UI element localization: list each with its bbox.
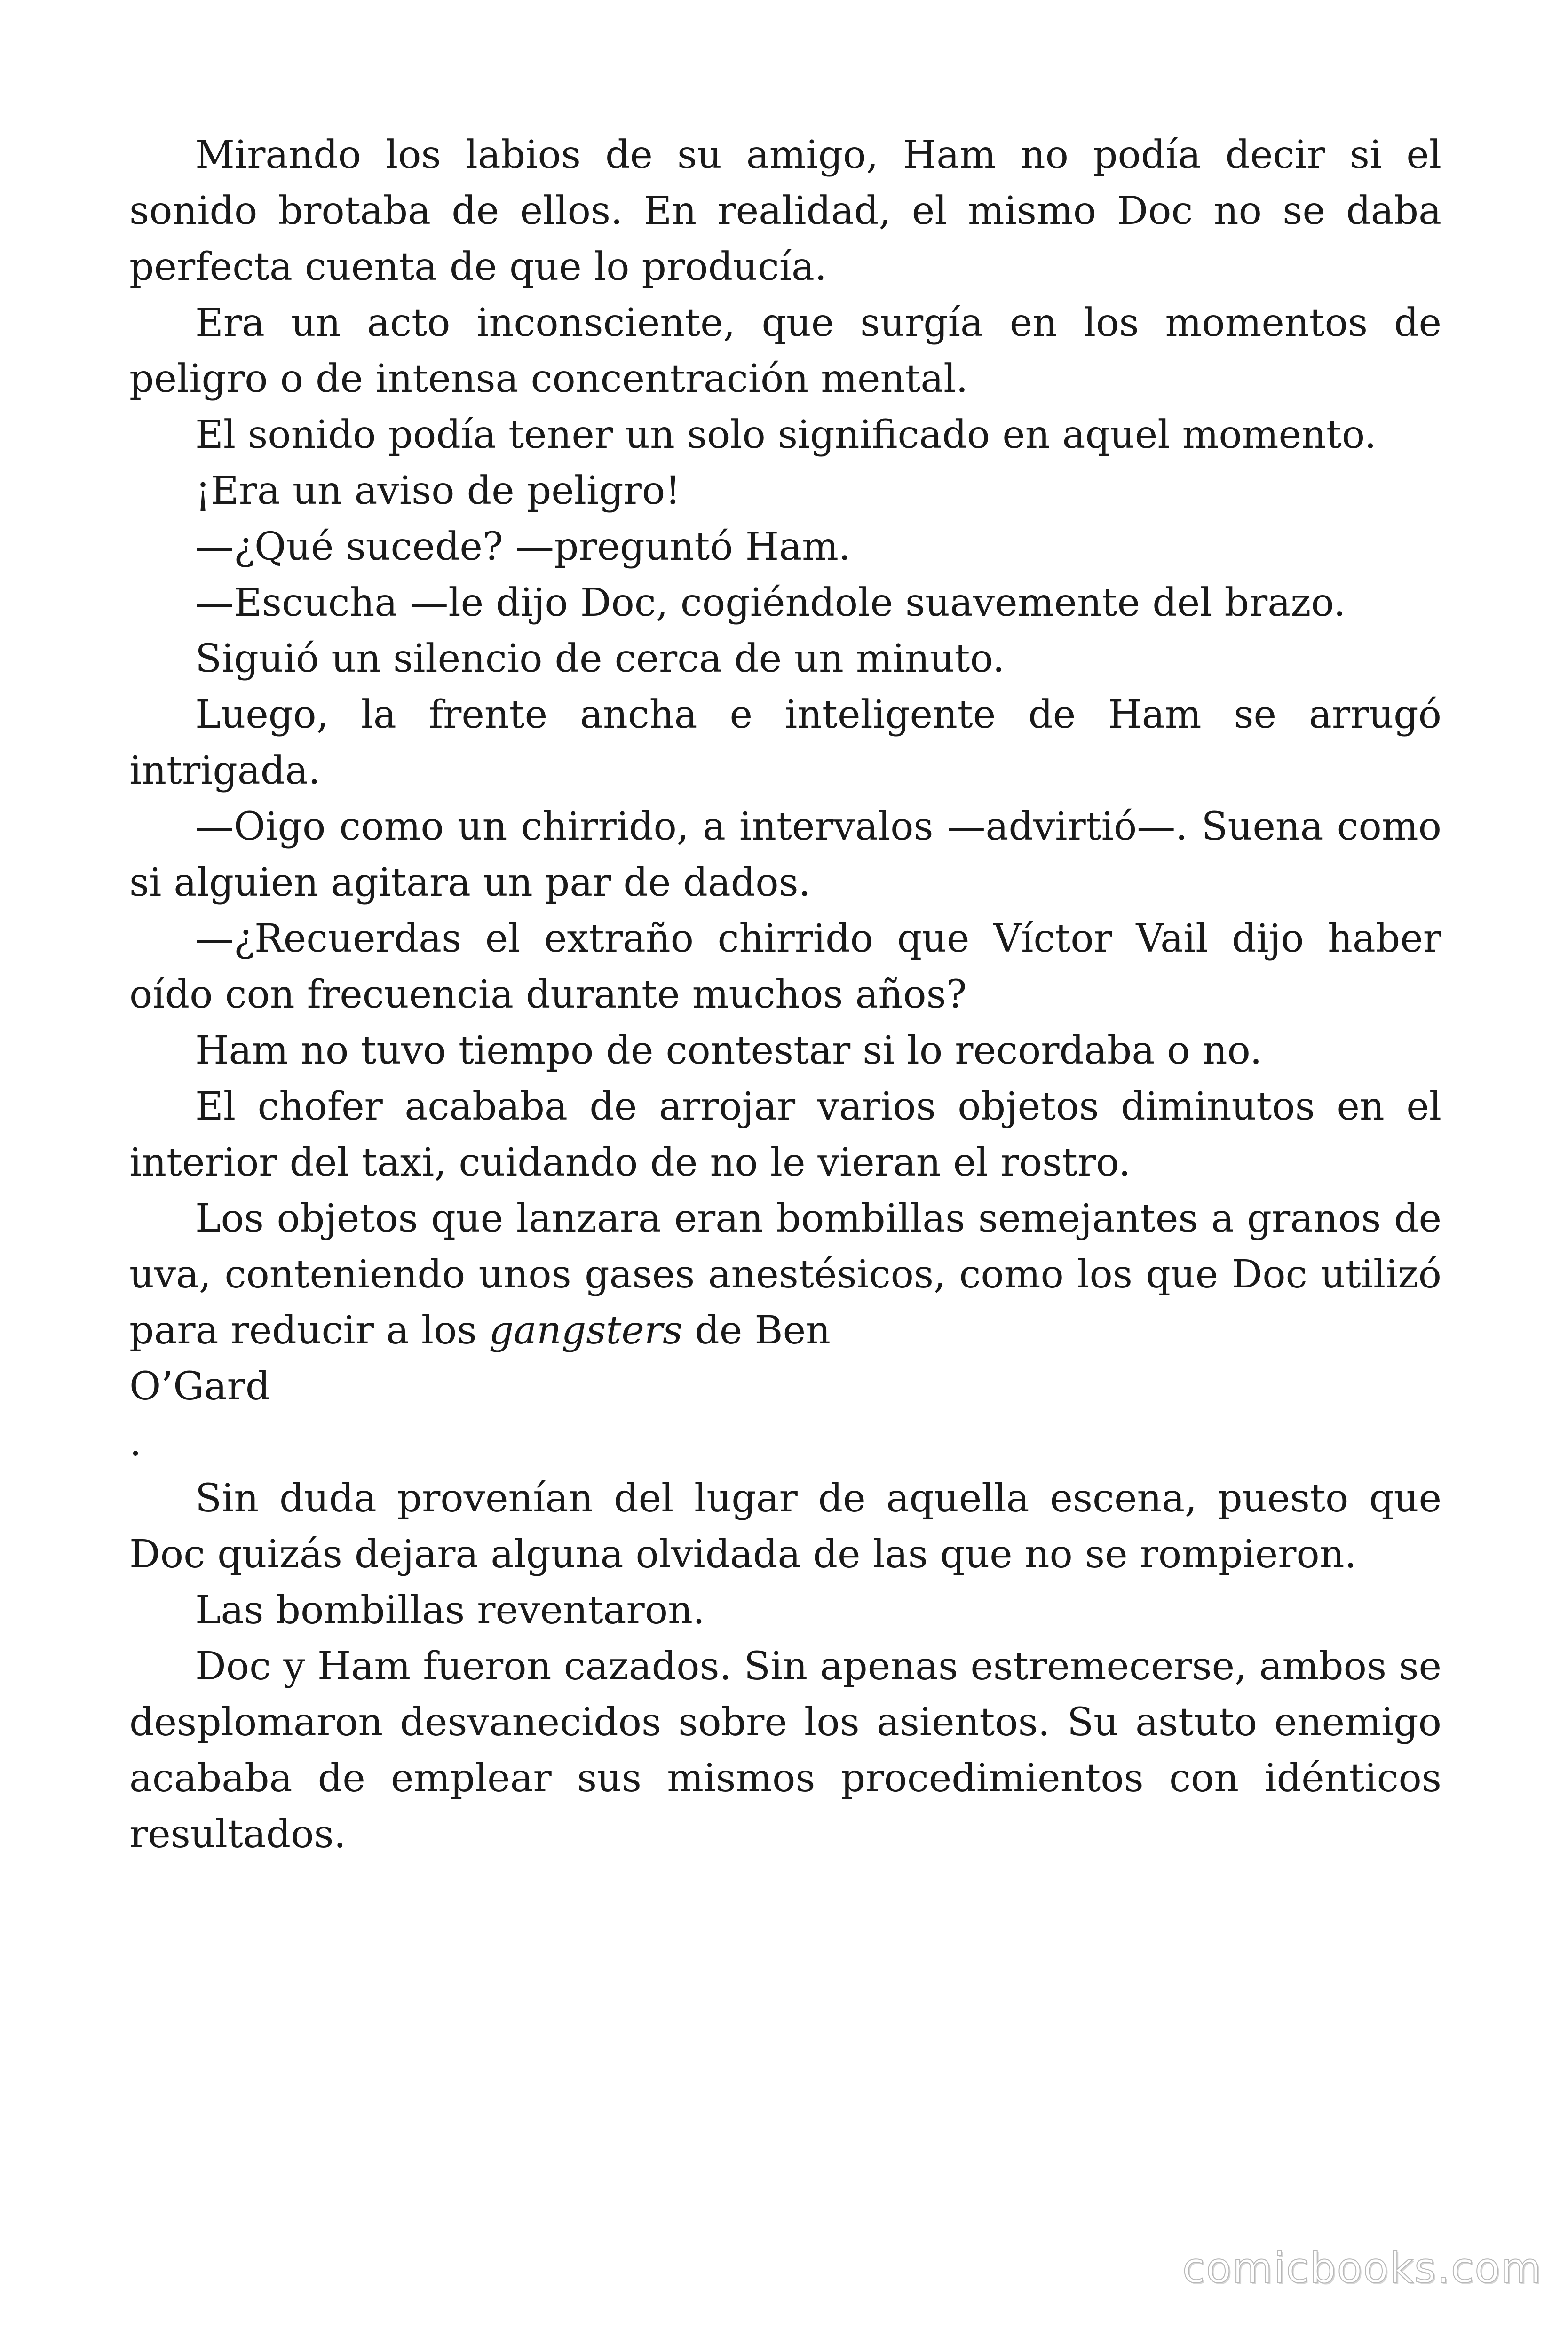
paragraph: Sin duda provenían del lugar de aquella escena, puesto que Doc quizás dejara alguna olvidada de las que no se rompieron. bbox=[129, 1476, 1441, 1577]
paragraph: El sonido podía tener un solo significado en aquel momento. bbox=[195, 413, 1377, 457]
paragraph-text: Los objetos que lanzara eran bombillas semejantes a granos de uva, conteniendo unos gases anestésicos, como los que Doc utilizó para reducir a los bbox=[129, 1196, 1441, 1353]
line-ogard: O’Gard bbox=[129, 1364, 270, 1409]
paragraph: Las bombillas reventaron. bbox=[195, 1588, 705, 1633]
paragraph: Doc y Ham fueron cazados. Sin apenas estremecerse, ambos se desplomaron desvanecidos sobre los asientos. Su astuto enemigo acababa de emplear sus mismos procedimientos con idénticos resultados. bbox=[129, 1644, 1441, 1857]
italic-word: gangsters bbox=[489, 1308, 683, 1353]
book-page-text bbox=[129, 127, 1441, 1862]
paragraph: Era un acto inconsciente, que surgía en los momentos de peligro o de intensa concentración mental. bbox=[129, 301, 1441, 401]
paragraph-text: de Ben bbox=[682, 1308, 831, 1353]
line-period: . bbox=[129, 1420, 142, 1465]
paragraph: —¿Recuerdas el extraño chirrido que Víctor Vail dijo haber oído con frecuencia durante muchos años? bbox=[129, 916, 1441, 1017]
paragraph: —¿Qué sucede? —preguntó Ham. bbox=[195, 524, 851, 569]
paragraph-bombillas bbox=[129, 1191, 1441, 1359]
paragraph: —Escucha —le dijo Doc, cogiéndole suavemente del brazo. bbox=[195, 580, 1346, 625]
paragraph: Luego, la frente ancha e inteligente de Ham se arrugó intrigada. bbox=[129, 692, 1441, 793]
paragraph: Ham no tuvo tiempo de contestar si lo recordaba o no. bbox=[195, 1028, 1262, 1073]
paragraph: ¡Era un aviso de peligro! bbox=[195, 469, 681, 513]
paragraph: Mirando los labios de su amigo, Ham no podía decir si el sonido brotaba de ellos. En realidad, el mismo Doc no se daba perfecta cuenta de que lo producía. bbox=[129, 133, 1441, 289]
watermark-logo: comicbooks.com bbox=[1182, 2244, 1542, 2292]
paragraph: —Oigo como un chirrido, a intervalos —advirtió—. Suena como si alguien agitara un par de dados. bbox=[129, 804, 1441, 905]
paragraph: El chofer acababa de arrojar varios objetos diminutos en el interior del taxi, cuidando de no le vieran el rostro. bbox=[129, 1084, 1441, 1185]
paragraph: Siguió un silencio de cerca de un minuto. bbox=[195, 636, 1005, 681]
